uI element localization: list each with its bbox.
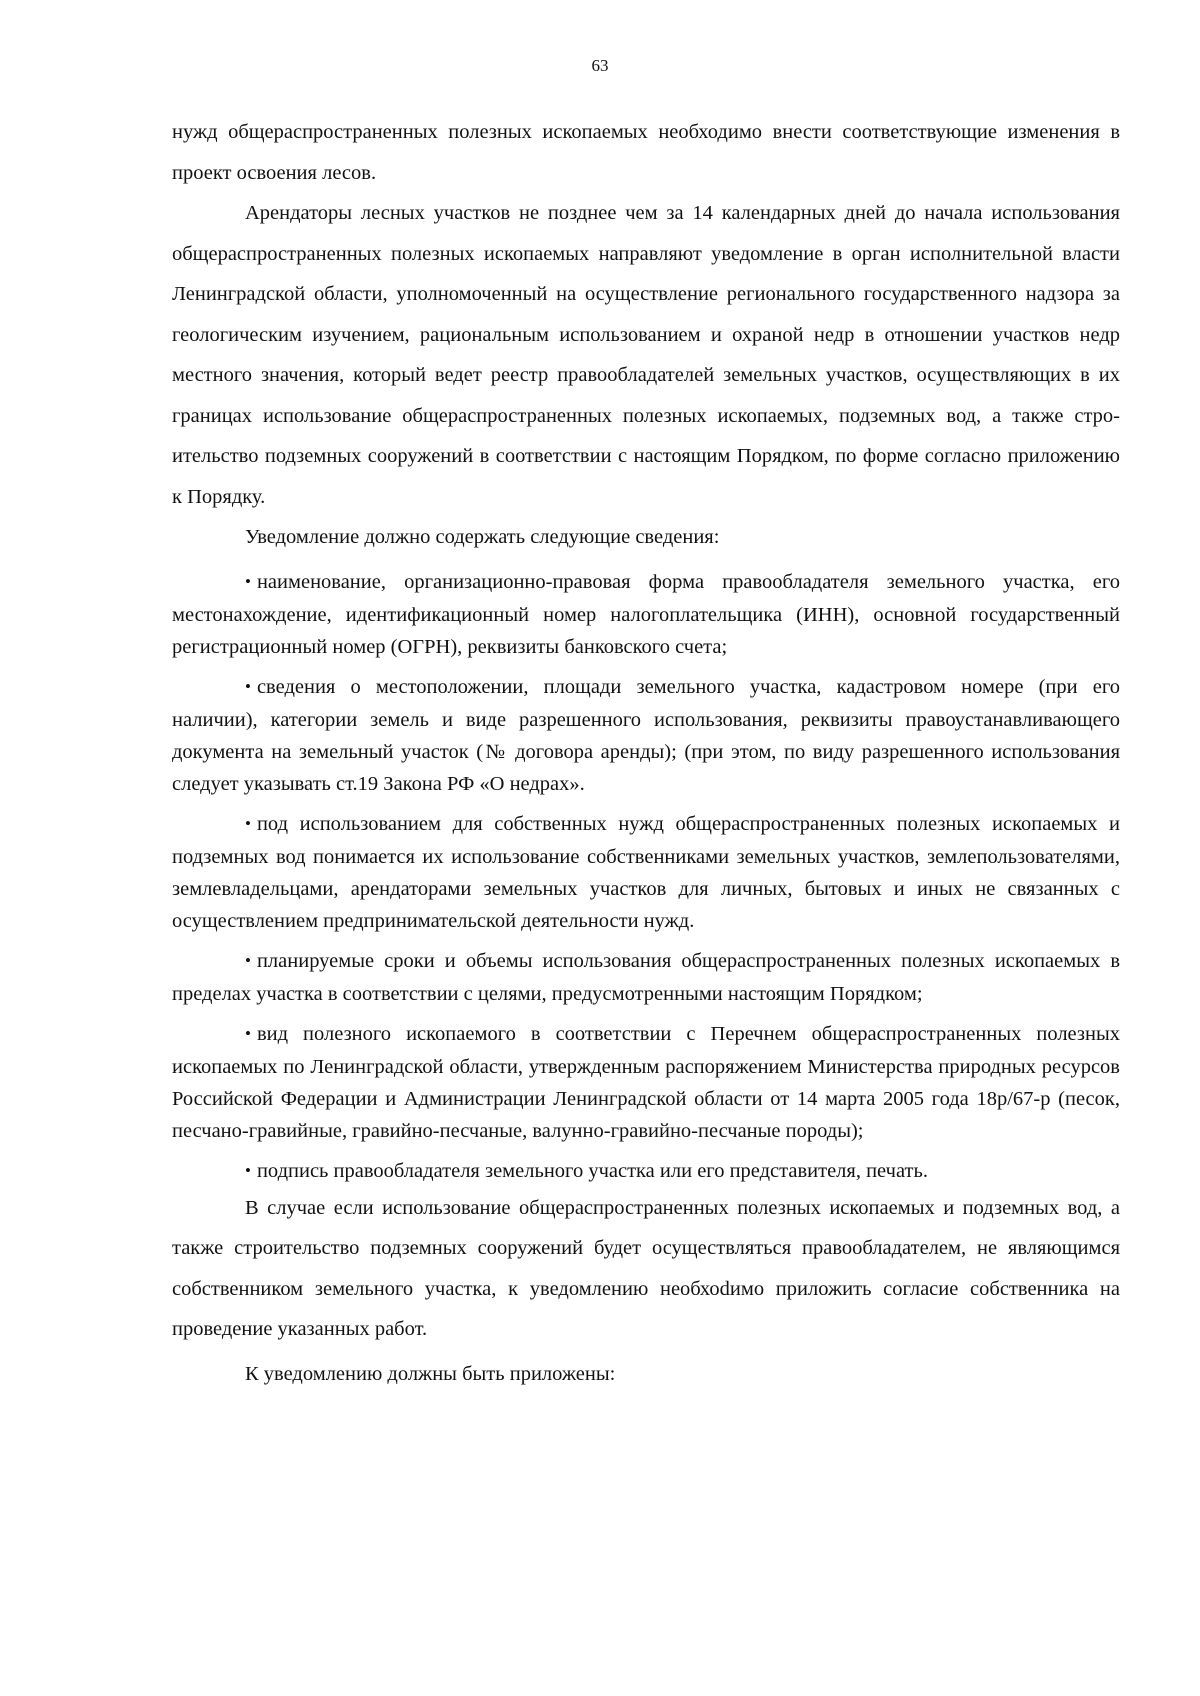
paragraph-attachments-heading: К уведомлению должны быть приложены: [245, 1362, 616, 1385]
bullet-text: планируемые сроки и объемы использования общераспространенных полезных ископаемых в пределах участка в соответствии с целями, предусмотренными настоящим Порядком; [172, 949, 1120, 1005]
paragraph-continuation: нужд общераспространенных полезных ископаемых необходимо внести соответствующие изменения в проект освоения лесов. [172, 121, 1120, 184]
bullet-item [172, 566, 1120, 663]
bullet-icon: • [245, 571, 251, 591]
bullet-text: вид полезного ископаемого в соответствии с Перечнем общераспространенных полезных ископаемых по Ленинградской области, утвержденным распоряжением Министерства природных ресурсов Российской Федерации и Администрации Ленинградской области от 14 марта 2005 года 18р/67-р (песок, песчано-гравийные, гравийно-песчаные, валунно-гравийно-песчаные породы); [172, 1022, 1120, 1142]
paragraph-owner-consent: В случае если использование общераспространенных полезных ископаемых и подземных вод, а также строительство подземных сооружений будет осуществляться правообладателем, не являющимся собственником земельного участка, к уведомлению необхоdимо приложить согласие собственника на проведение указанных работ. [172, 1196, 1120, 1340]
bullet-item [172, 671, 1120, 800]
document-body [172, 112, 1120, 1394]
page-number: 63 [591, 56, 609, 75]
bullet-icon: • [245, 676, 251, 696]
bullet-icon: • [245, 1160, 251, 1180]
bullet-icon: • [245, 950, 251, 970]
bullet-text: подпись правообладателя земельного участка или его представителя, печать. [256, 1159, 928, 1182]
bullet-text: наименование, организационно-правовая форма правообладателя земельного участка, его местонахождение, идентификационный номер налогоплательщика (ИНН), основной государственный регистрационный номер (ОГРН), реквизиты банковского счета; [172, 570, 1120, 658]
paragraph-notification-contents: Уведомление должно содержать следующие сведения: [245, 526, 720, 548]
bullet-icon: • [245, 813, 251, 833]
bullet-text: под использованием для собственных нужд общераспространенных полезных ископаемых и подземных вод понимается их использование собственниками земельных участков, землепользователями, землевладельцами, арендаторами земельных участков для личных, бытовых и иных не связанных с осуществлением предпринимательской деятельности нужд. [172, 812, 1120, 932]
bullet-item [172, 808, 1120, 937]
bullet-item [172, 1018, 1120, 1147]
bullet-icon: • [245, 1023, 251, 1043]
bullet-item [172, 1155, 1120, 1188]
bullet-text: сведения о местоположении, площади земельного участка, кадастровом номере (при его наличии), категории земель и виде разрешенного использования, реквизиты правоустанавливающего документа на земельный участок (№ договора аренды); (при этом, по виду разрешенного использования следует указывать ст.19 Закона РФ «О недрах». [172, 675, 1120, 795]
bullet-item [172, 945, 1120, 1010]
paragraph-notification-deadline: Арендаторы лесных участков не позднее чем за 14 календарных дней до начала использования общераспространенных полезных ископаемых направляют уведомление в орган исполнительной власти Ленинградской области, уполномоченный на осуществление регионального государственного надзора за геологическим изучением, рациональным использованием и охраной недр в отношении участков недр местного значения, который ведет реестр правообладателей земельных участков, осуществляющих в их границах использование общераспространенных полезных ископаемых, подземных вод, а также строительство подземных сооружений в соответствии с настоящим Порядком, по форме согласно приложению к Порядку. [172, 202, 1120, 508]
